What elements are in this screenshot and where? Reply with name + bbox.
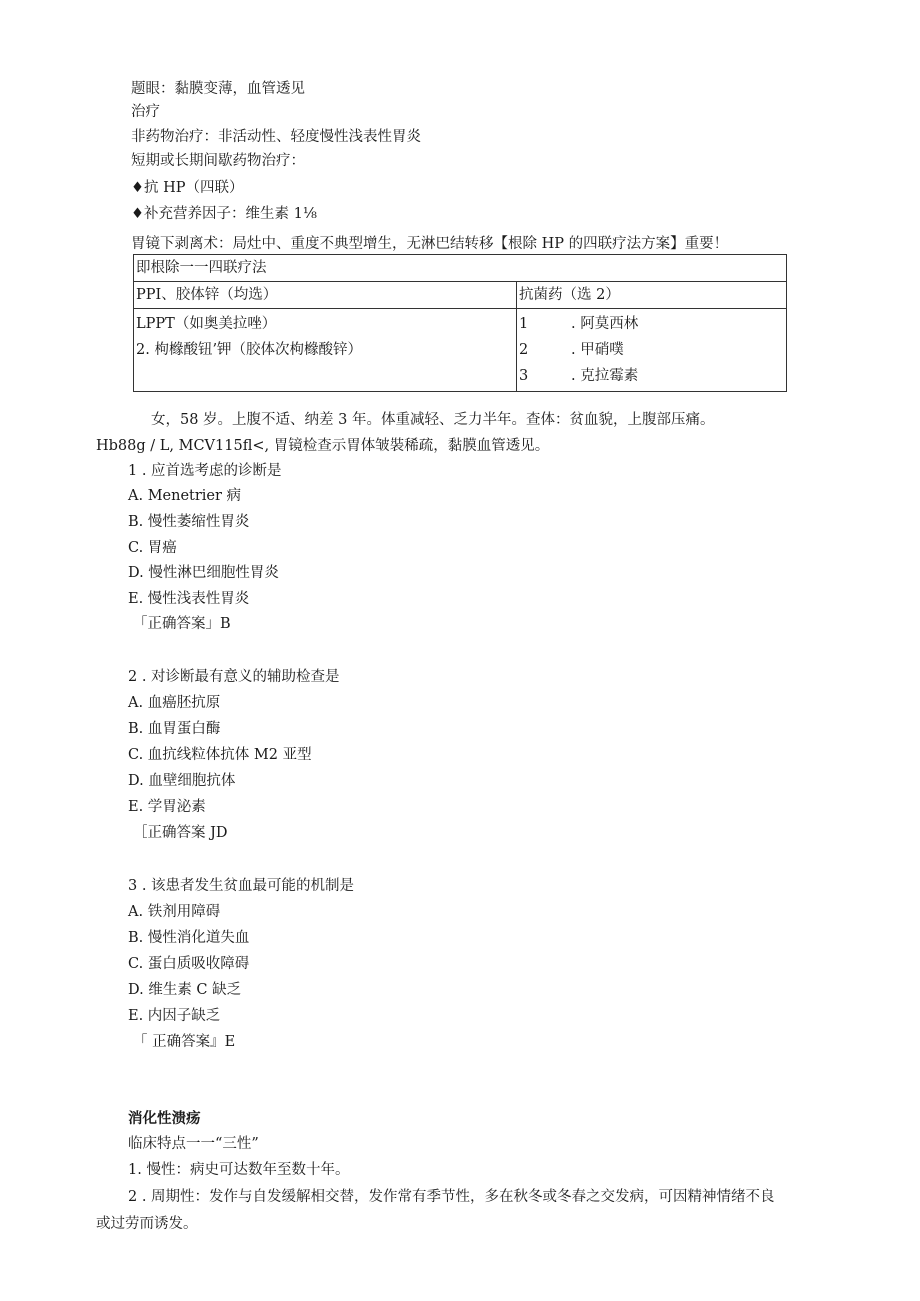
option: D. 慢性淋巴细胞性胃炎 — [128, 565, 279, 581]
case-line-1: 女，58 岁。上腹不适、纳差 3 年。体重减轻、乏力半年。查体：贫血貌，上腹部压痛。 — [151, 412, 715, 428]
emr-line: 胃镜下剥离术：局灶中、重度不典型增生，无淋巴结转移【根除 HP 的四联疗法方案】重要！ — [131, 236, 729, 252]
option: A. 铁剂用障碍 — [128, 904, 221, 920]
periodic-feature-cont: 或过劳而诱发。 — [96, 1216, 198, 1232]
antibiotic-item: 1 . 阿莫西林 — [519, 316, 639, 332]
question-stem: 3 . 该患者发生贫血最可能的机制是 — [128, 878, 355, 894]
antibiotic-cell — [517, 309, 787, 392]
section-heading: 消化性溃疡 — [128, 1111, 201, 1127]
option: C. 蛋白质吸收障碍 — [128, 956, 250, 972]
option: B. 血胃蛋白酶 — [128, 721, 221, 737]
question-stem: 2 . 对诊断最有意义的辅助检查是 — [128, 669, 340, 685]
treatment-heading: 治疗 — [131, 104, 160, 120]
table-title: 即根除一一四联疗法 — [134, 255, 787, 282]
option: B. 慢性萎缩性胃炎 — [128, 514, 250, 530]
option: A. Menetrier 病 — [128, 488, 242, 504]
quadruple-therapy-table — [133, 254, 787, 392]
features-title: 临床特点一一“三性” — [128, 1136, 259, 1152]
question-stem: 1 . 应首选考虑的诊断是 — [128, 463, 282, 479]
option: A. 血癌胚抗原 — [128, 695, 221, 711]
drug-treatment: 短期或长期间歇药物治疗： — [131, 153, 305, 169]
answer: ［正确答案 JD — [133, 825, 228, 841]
option: E. 慢性浅表性胃炎 — [128, 591, 250, 607]
periodic-feature: 2 . 周期性：发作与自发缓解相交替，发作常有季节性，多在秋冬或冬春之交发病，可因精神情绪不良 — [128, 1189, 775, 1205]
ppi-item: LPPT（如奥美拉唑） — [136, 316, 277, 332]
answer: 「正确答案」B — [133, 616, 231, 632]
endoscopy-hint: 题眼：黏膜变薄，血管透见 — [131, 81, 305, 97]
option: D. 维生素 C 缺乏 — [128, 982, 242, 998]
ppi-cell — [134, 309, 517, 392]
case-line-2: Hb88g / L, MCV115fl<, 胃镜检查示胃体皱裝稀疏，黏膜血管透见。 — [96, 438, 550, 454]
answer: 「 正确答案』E — [133, 1034, 236, 1050]
bullet-anti-hp: ♦抗 HP（四联） — [131, 180, 244, 196]
left-header: PPI、胶体锌（均选） — [134, 282, 517, 309]
bullet-nutrition: ♦补充营养因子：维生素 1⅛ — [131, 206, 317, 222]
chronic-feature: 1. 慢性：病史可达数年至数十年。 — [128, 1162, 350, 1178]
right-header: 抗菌药（选 2） — [517, 282, 787, 309]
option: D. 血壁细胞抗体 — [128, 773, 236, 789]
non-drug-treatment: 非药物治疗：非活动性、轻度慢性浅表性胃炎 — [131, 129, 421, 145]
option: B. 慢性消化道失血 — [128, 930, 250, 946]
option: E. 学胃泌素 — [128, 799, 206, 815]
option: C. 胃癌 — [128, 540, 177, 556]
antibiotic-item: 3 . 克拉霉素 — [519, 368, 639, 384]
option: E. 内因子缺乏 — [128, 1008, 221, 1024]
option: C. 血抗线粒体抗体 M2 亚型 — [128, 747, 312, 763]
bismuth-item: 2. 枸橼酸钮’钾（胶体次枸橼酸锌） — [136, 342, 363, 358]
antibiotic-item: 2 . 甲硝噗 — [519, 342, 624, 358]
